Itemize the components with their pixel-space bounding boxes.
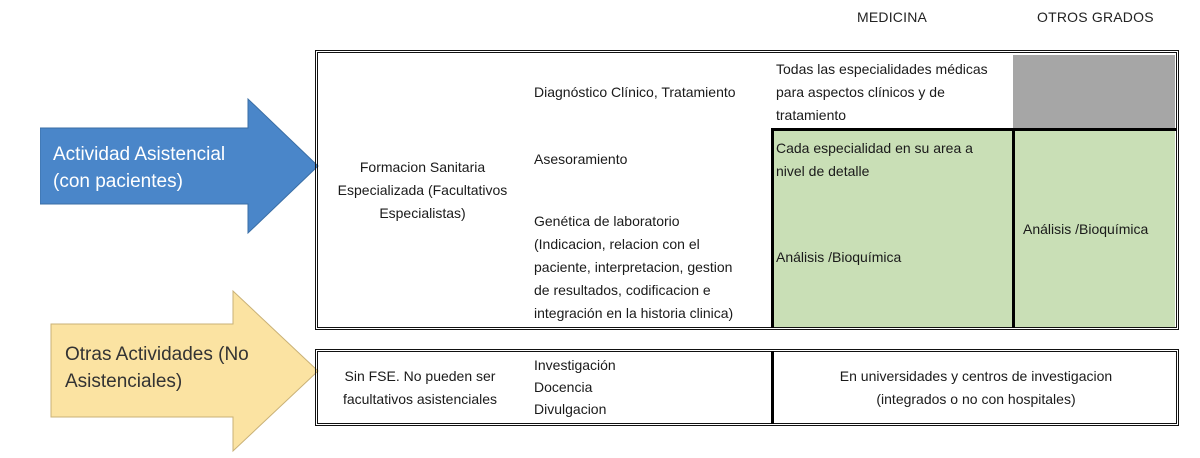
divulgacion-item: Divulgacion — [534, 401, 607, 417]
investigacion-item: Investigación — [534, 357, 616, 373]
genetica-line4: de resultados, codificacion e — [534, 282, 711, 298]
genetica-line5: integración en la historia clinica) — [534, 305, 734, 321]
genetica-line2: (Indicacion, relacion con el — [534, 236, 700, 252]
sin-fse-line2: facultativos asistenciales — [342, 391, 498, 407]
top-table-divider-vertical-left — [771, 129, 774, 328]
genetica-line1: Genética de laboratorio — [534, 213, 680, 229]
actividad-asistencial-line2: (con pacientes) — [53, 171, 183, 192]
todas-especialidades-text — [776, 58, 988, 127]
actividad-asistencial-label — [53, 141, 225, 195]
medicina-analisis-text: Análisis /Bioquímica — [776, 249, 902, 265]
top-table-divider-vertical-right — [1012, 129, 1015, 328]
genetica-line3: paciente, interpretacion, gestion — [534, 259, 733, 275]
asesoramiento-text: Asesoramiento — [534, 151, 628, 167]
actividad-asistencial-line1: Actividad Asistencial — [53, 144, 226, 165]
otras-actividades-line1: Otras Actividades (No — [65, 344, 249, 365]
bottom-table-divider — [771, 351, 774, 424]
todas-line1: Todas las especialidades médicas — [776, 61, 988, 77]
diagnostico-clinico-text: Diagnóstico Clínico, Tratamiento — [534, 84, 736, 100]
sin-fse-text — [320, 365, 520, 411]
formacion-line1: Formacion Sanitaria — [359, 159, 486, 175]
column-header-otros-grados: OTROS GRADOS — [1037, 9, 1154, 25]
todas-line2: para aspectos clínicos y de — [776, 84, 945, 100]
cada-especialidad-text — [776, 137, 973, 183]
formacion-line3: Especialistas) — [379, 205, 466, 221]
docencia-item: Docencia — [534, 379, 593, 395]
otras-actividades-label — [65, 341, 249, 395]
formacion-line2: Especializada (Facultativos — [337, 182, 508, 198]
universidades-line2: (integrados o no con hospitales) — [876, 391, 1076, 407]
genetica-laboratorio-text — [534, 210, 733, 325]
formacion-sanitaria-text — [320, 156, 525, 225]
cada-line1: Cada especialidad en su area a — [776, 140, 973, 156]
cada-line2: nivel de detalle — [776, 163, 870, 179]
otras-actividades-line2: Asistenciales) — [65, 371, 183, 392]
universidades-line1: En universidades y centros de investigacion — [839, 368, 1113, 384]
sin-fse-line1: Sin FSE. No pueden ser — [344, 368, 496, 384]
top-table-divider-horizontal — [771, 128, 1177, 131]
otras-actividades-list — [534, 354, 616, 420]
otros-analisis-text: Análisis /Bioquímica — [1023, 221, 1149, 237]
todas-line3: tratamiento — [776, 107, 847, 123]
column-header-medicina: MEDICINA — [857, 9, 928, 25]
universidades-text — [775, 365, 1177, 411]
